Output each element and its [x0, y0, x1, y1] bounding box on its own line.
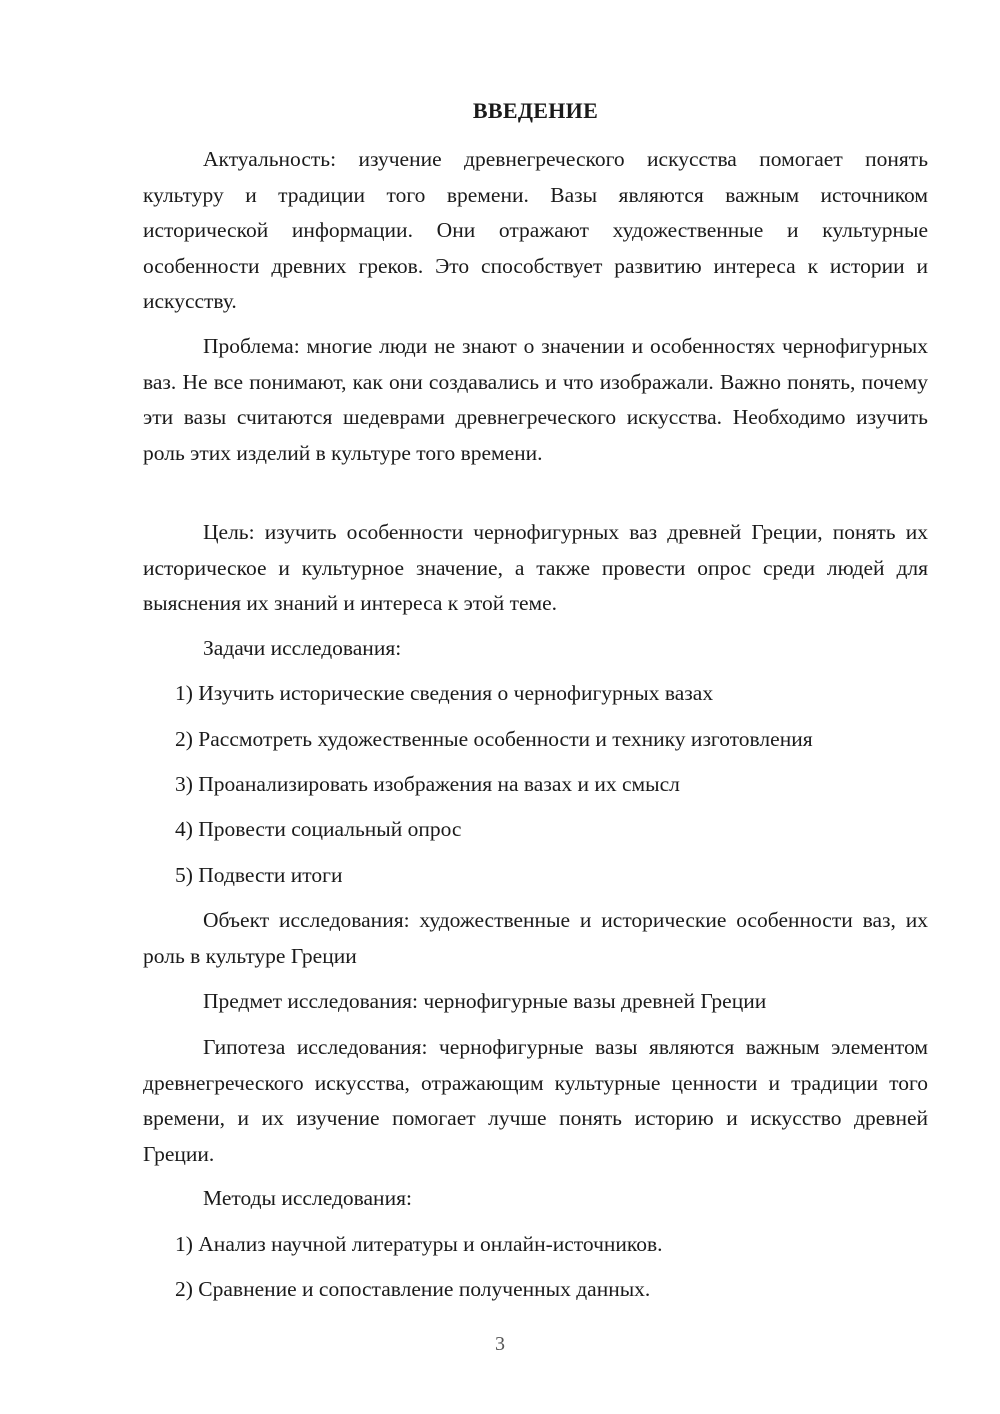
subject-paragraph: Предмет исследования: чернофигурные вазы древней Греции	[203, 989, 767, 1013]
task-item: 3) Проанализировать изображения на вазах и их смысл	[175, 772, 680, 796]
hypothesis-paragraph: Гипотеза исследования: чернофигурные вазы являются важным элементом древнегреческого искусства, отражающим культурные ценности и традиции того времени, и их изучение помогает лучше понять историю и искусство древней Греции.	[143, 1035, 928, 1166]
tasks-heading: Задачи исследования:	[203, 636, 402, 660]
problem-paragraph: Проблема: многие люди не знают о значении и особенностях чернофигурных ваз. Не все понимают, как они создавались и что изображали. Важно понять, почему эти вазы считаются шедеврами древнегреческого искусства. Необходимо изучить роль этих изделий в культуре того времени.	[143, 334, 928, 465]
method-item: 2) Сравнение и сопоставление полученных данных.	[175, 1277, 651, 1301]
task-item: 1) Изучить исторические сведения о чернофигурных вазах	[175, 681, 714, 705]
page-title: ВВЕДЕНИЕ	[472, 98, 599, 123]
methods-heading: Методы исследования:	[203, 1186, 412, 1210]
task-item: 5) Подвести итоги	[175, 863, 343, 887]
task-item: 2) Рассмотреть художественные особенности и технику изготовления	[175, 727, 813, 751]
goal-paragraph: Цель: изучить особенности чернофигурных ваз древней Греции, понять их историческое и культурное значение, а также провести опрос среди людей для выяснения их знаний и интереса к этой теме.	[143, 520, 928, 615]
object-paragraph: Объект исследования: художественные и исторические особенности ваз, их роль в культуре Греции	[143, 908, 928, 968]
task-item: 4) Провести социальный опрос	[175, 817, 462, 841]
method-item: 1) Анализ научной литературы и онлайн-источников.	[175, 1232, 663, 1256]
relevance-paragraph: Актуальность: изучение древнегреческого искусства помогает понять культуру и традиции того времени. Вазы являются важным источником исторической информации. Они отражают художественные и культурные особенности древних греков. Это способствует развитию интереса к истории и искусству.	[143, 147, 928, 313]
page-number: 3	[495, 1333, 505, 1355]
